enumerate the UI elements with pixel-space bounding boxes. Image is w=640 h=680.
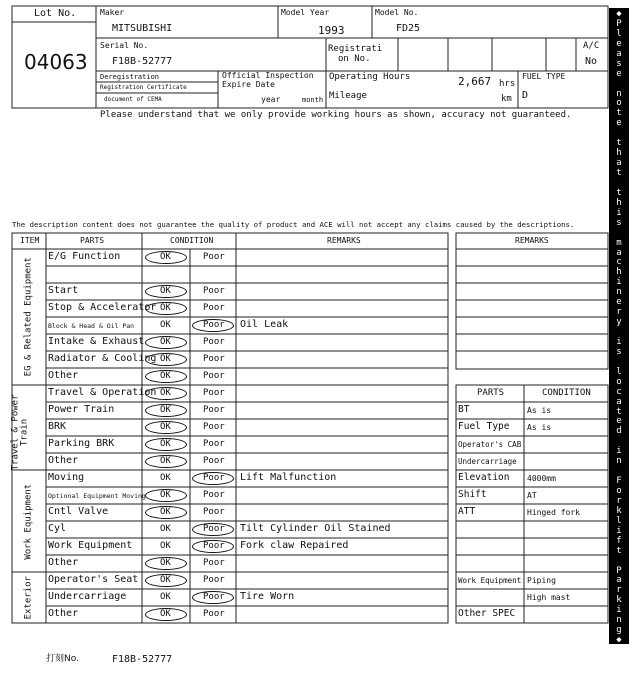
notice-hours: Please understand that we only provide working hours as shown, accuracy not guaranteed.	[100, 110, 572, 120]
row-part-label: Intake & Exhaust	[48, 336, 145, 347]
ok-option[interactable]: OK	[160, 558, 171, 568]
right-col-parts: PARTS	[477, 388, 505, 398]
poor-option[interactable]: Poor	[203, 388, 225, 398]
poor-selected-circle	[192, 523, 234, 536]
sidebar-char: f	[616, 535, 622, 546]
row-remark: Tilt Cylinder Oil Stained	[240, 523, 391, 534]
ok-option[interactable]: OK	[160, 320, 171, 330]
poor-selected-circle	[192, 319, 234, 332]
ac-value: No	[585, 56, 598, 67]
cema-label: document of CEMA	[104, 96, 162, 103]
sidebar-char: h	[616, 197, 622, 208]
poor-option[interactable]: Poor	[203, 592, 225, 602]
sidebar-char: e	[616, 297, 622, 308]
sidebar-char: r	[616, 585, 622, 596]
poor-option[interactable]: Poor	[203, 541, 225, 551]
right-row-part: Undercarriage	[458, 457, 517, 466]
registration-label-2: on No.	[338, 54, 371, 64]
row-part-label: Cntl Valve	[48, 506, 109, 517]
row-part-label: Power Train	[48, 404, 115, 415]
row-part-label: Other	[48, 557, 79, 568]
maker-label: Maker	[100, 8, 125, 17]
model-year-value: 1993	[318, 24, 345, 37]
serial-value: F18B-52777	[112, 56, 173, 67]
col-remarks: REMARKS	[327, 236, 361, 245]
ok-selected-circle	[145, 336, 187, 349]
inspection-label: Official Inspection	[222, 71, 314, 80]
row-remark: Lift Malfunction	[240, 472, 337, 483]
ok-option[interactable]: OK	[160, 354, 171, 364]
model-no-label: Model No.	[375, 8, 419, 17]
right-row-part: Work Equipment	[458, 576, 522, 585]
sidebar-char: c	[616, 257, 622, 268]
lot-label: Lot No.	[34, 8, 77, 19]
right-row-value: AT	[527, 491, 537, 500]
stamp-label: 打刻No.	[46, 654, 79, 664]
row-part-label: Optional Equipment Moving	[48, 492, 146, 500]
poor-option[interactable]: Poor	[203, 286, 225, 296]
right-row-value: Piping	[527, 576, 556, 585]
sidebar-char: l	[616, 28, 622, 39]
sidebar-char: i	[616, 605, 622, 616]
ok-selected-circle	[145, 438, 187, 451]
poor-selected-circle	[192, 591, 234, 604]
mileage-label: Mileage	[329, 91, 367, 101]
row-part-label: Block & Head & Oil Pan	[48, 322, 135, 330]
sidebar-char: o	[616, 98, 622, 109]
km-unit: km	[501, 94, 512, 104]
row-remark: Oil Leak	[240, 319, 289, 330]
poor-option[interactable]: Poor	[203, 337, 225, 347]
sidebar-char: t	[616, 108, 622, 119]
poor-option[interactable]: Poor	[203, 354, 225, 364]
group-label-work: Work Equipment	[23, 483, 34, 560]
sidebar-char: r	[616, 495, 622, 506]
poor-option[interactable]: Poor	[203, 609, 225, 619]
fuel-type-label: FUEL TYPE	[522, 72, 566, 81]
ok-option[interactable]: OK	[160, 490, 171, 500]
row-part-label: Moving	[48, 472, 85, 483]
sidebar-char: i	[616, 207, 622, 218]
right-row-value: As is	[527, 423, 552, 432]
poor-option[interactable]: Poor	[203, 558, 225, 568]
right-row-part: ATT	[458, 506, 476, 517]
sidebar-char: i	[616, 446, 622, 457]
poor-option[interactable]: Poor	[203, 473, 225, 483]
location-notice-sidebar	[609, 8, 629, 644]
poor-option[interactable]: Poor	[203, 575, 225, 585]
row-part-label: Other	[48, 455, 79, 466]
sidebar-char: F	[616, 476, 622, 487]
poor-selected-circle	[192, 472, 234, 485]
col-item: ITEM	[20, 236, 40, 245]
ok-option[interactable]: OK	[160, 337, 171, 347]
sidebar-char: i	[616, 336, 622, 347]
sidebar-char: l	[616, 366, 622, 377]
right-col-condition: CONDITION	[542, 388, 591, 398]
poor-selected-circle	[192, 540, 234, 553]
sidebar-char: c	[616, 386, 622, 397]
ok-option[interactable]: OK	[160, 371, 171, 381]
sidebar-char: n	[616, 456, 622, 467]
sidebar-char: n	[616, 287, 622, 298]
month-label: month	[302, 96, 324, 104]
group-label-eg: EG & Related Equipment	[23, 257, 34, 377]
row-part-label: Travel & Operation	[48, 387, 157, 398]
right-remarks-label: REMARKS	[515, 236, 549, 245]
ok-option[interactable]: OK	[160, 422, 171, 432]
row-remark: Tire Worn	[240, 591, 295, 602]
ok-option[interactable]: OK	[160, 303, 171, 313]
poor-option[interactable]: Poor	[203, 490, 225, 500]
sidebar-char: g	[616, 625, 622, 636]
row-part-label: Start	[48, 285, 79, 296]
sidebar-char: n	[616, 615, 622, 626]
ok-option[interactable]: OK	[160, 592, 171, 602]
sidebar-char: a	[616, 158, 622, 169]
ok-selected-circle	[145, 353, 187, 366]
sidebar-char: m	[616, 237, 622, 248]
poor-option[interactable]: Poor	[203, 439, 225, 449]
right-row-value: As is	[527, 406, 552, 415]
sidebar-char: e	[616, 38, 622, 49]
sidebar-char: l	[616, 515, 622, 526]
group-label-travel-line1: Travel & Power	[10, 394, 21, 471]
ok-option[interactable]: OK	[160, 473, 171, 483]
ok-option[interactable]: OK	[160, 405, 171, 415]
sidebar-char: s	[616, 217, 622, 228]
ok-option[interactable]: OK	[160, 439, 171, 449]
right-row-value: 4000mm	[527, 474, 556, 483]
ok-selected-circle	[145, 404, 187, 417]
operating-hours-value: 2,667	[458, 75, 492, 88]
lot-number: 04063	[24, 50, 88, 74]
inspection-label-2: Expire Date	[222, 80, 275, 89]
sidebar-char: o	[616, 486, 622, 496]
sidebar-char: t	[616, 545, 622, 556]
ok-option[interactable]: OK	[160, 456, 171, 466]
row-part-label: Stop & Accelerator	[48, 302, 157, 313]
ok-option[interactable]: OK	[160, 524, 171, 534]
sidebar-char: s	[616, 346, 622, 357]
right-row-part: Fuel Type	[458, 421, 510, 432]
sidebar-char: t	[616, 138, 622, 149]
group-label-exterior: Exterior	[23, 576, 34, 620]
notice-description: The description content does not guarantee the quality of product and ACE will not accept any claims caused by the descriptions.	[12, 220, 575, 229]
row-part-label: Operator's Seat	[48, 574, 139, 585]
poor-option[interactable]: Poor	[203, 405, 225, 415]
sidebar-char: e	[616, 416, 622, 427]
poor-option[interactable]: Poor	[203, 320, 225, 330]
ok-selected-circle	[145, 387, 187, 400]
ok-selected-circle	[145, 370, 187, 383]
sidebar-char: h	[616, 267, 622, 278]
right-row-part: BT	[458, 404, 470, 415]
serial-label: Serial No.	[100, 41, 149, 50]
sidebar-char: i	[616, 525, 622, 536]
sidebar-char: P	[616, 565, 622, 576]
right-row-part: Shift	[458, 489, 487, 500]
registration-certificate-label: Registration Certificate	[100, 84, 187, 91]
sidebar-char: r	[616, 307, 622, 318]
sidebar-char: e	[616, 118, 622, 129]
sidebar-char: k	[616, 505, 622, 516]
ok-selected-circle	[145, 489, 187, 502]
poor-option[interactable]: Poor	[203, 507, 225, 517]
ok-selected-circle	[145, 574, 187, 587]
row-part-label: Undercarriage	[48, 591, 127, 602]
ok-option[interactable]: OK	[160, 252, 171, 262]
sidebar-char: e	[616, 68, 622, 79]
row-part-label: E/G Function	[48, 251, 121, 262]
sidebar-char: a	[616, 396, 622, 407]
sidebar-char: t	[616, 406, 622, 417]
group-label-travel	[12, 390, 31, 474]
poor-option[interactable]: Poor	[203, 371, 225, 381]
poor-option[interactable]: Poor	[203, 524, 225, 534]
sidebar-char: a	[616, 247, 622, 258]
ok-option[interactable]: OK	[160, 575, 171, 585]
poor-option[interactable]: Poor	[203, 422, 225, 432]
right-row-value: Hinged fork	[527, 508, 580, 517]
right-row-part: Other SPEC	[458, 608, 516, 619]
sidebar-char: d	[616, 426, 622, 437]
maker-value: MITSUBISHI	[112, 23, 173, 34]
sidebar-char: o	[616, 376, 622, 387]
model-no-value: FD25	[396, 23, 421, 34]
ok-selected-circle	[145, 251, 187, 264]
ok-selected-circle	[145, 302, 187, 315]
registration-label: Registrati	[328, 44, 383, 54]
right-row-part: Operator's CAB	[458, 440, 522, 449]
sidebar-char: h	[616, 148, 622, 159]
row-part-label: Other	[48, 608, 79, 619]
poor-option[interactable]: Poor	[203, 252, 225, 262]
sidebar-char: a	[616, 48, 622, 59]
ok-selected-circle	[145, 557, 187, 570]
year-label: year	[261, 95, 281, 104]
sidebar-char: ◆	[616, 635, 622, 646]
ok-selected-circle	[145, 421, 187, 434]
row-part-label: Cyl	[48, 523, 67, 534]
fuel-type-value: D	[522, 90, 529, 101]
sidebar-char: n	[616, 88, 622, 99]
sidebar-char: k	[616, 595, 622, 606]
ok-selected-circle	[145, 506, 187, 519]
ok-option[interactable]: OK	[160, 541, 171, 551]
model-year-label: Model Year	[281, 8, 330, 17]
ac-label: A/C	[583, 41, 600, 51]
operating-hours-label: Operating Hours	[329, 72, 411, 82]
deregistration-label: Deregistration	[100, 73, 160, 81]
right-row-part: Elevation	[458, 472, 510, 483]
ok-option[interactable]: OK	[160, 507, 171, 517]
poor-option[interactable]: Poor	[203, 303, 225, 313]
row-part-label: BRK	[48, 421, 67, 432]
row-part-label: Parking BRK	[48, 438, 115, 449]
ok-selected-circle	[145, 608, 187, 621]
ok-option[interactable]: OK	[160, 609, 171, 619]
poor-option[interactable]: Poor	[203, 456, 225, 466]
sidebar-char: t	[616, 187, 622, 198]
sidebar-char: i	[616, 277, 622, 288]
sidebar-char: t	[616, 168, 622, 178]
hrs-unit: hrs	[499, 79, 516, 89]
row-part-label: Other	[48, 370, 79, 381]
row-part-label: Work Equipment	[48, 540, 133, 551]
sidebar-char: s	[616, 58, 622, 69]
ok-option[interactable]: OK	[160, 388, 171, 398]
stamp-number: F18B-52777	[112, 654, 173, 665]
sidebar-char: P	[616, 18, 622, 29]
sidebar-char: ◆	[616, 9, 622, 19]
col-parts: PARTS	[80, 236, 105, 245]
row-remark: Fork claw Repaired	[240, 540, 349, 551]
ok-option[interactable]: OK	[160, 286, 171, 296]
row-part-label: Radiator & Cooling	[48, 353, 157, 364]
group-label-travel-line2: Train	[20, 418, 30, 446]
right-row-value: High mast	[527, 593, 571, 602]
col-condition: CONDITION	[170, 236, 214, 245]
ok-selected-circle	[145, 455, 187, 468]
sidebar-char: y	[616, 317, 622, 328]
sidebar-char: a	[616, 575, 622, 586]
ok-selected-circle	[145, 285, 187, 298]
